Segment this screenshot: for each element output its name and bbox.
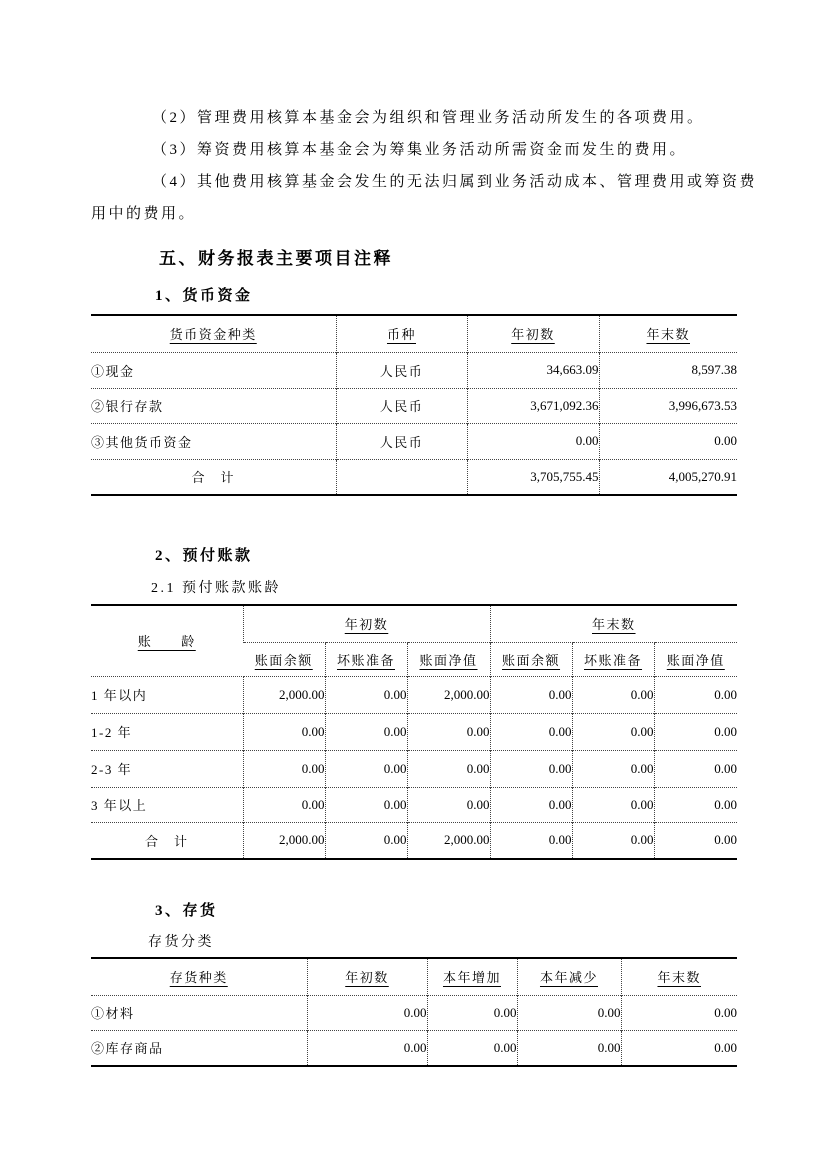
column-header-label: 存货种类 [169,970,228,986]
prepaid-aging-table [91,604,737,860]
inventory-table [91,957,737,1067]
table-cell: 0.00 [325,676,407,713]
paragraph-line: （3）筹资费用核算本基金会为筹集业务活动所需资金而发生的费用。 [152,142,688,158]
table-total-row [91,822,737,858]
total-label: 合 计 [91,459,336,494]
row-label: 1-2 年 [91,713,243,750]
column-header [599,316,737,352]
column-header-label: 账面净值 [419,652,478,668]
table-cell: 人民币 [336,423,467,459]
corner-header [91,606,243,676]
table-cell: 0.00 [572,787,654,822]
table-cell: 0.00 [572,676,654,713]
table-cell: 0.00 [407,713,490,750]
table-cell: 0.00 [407,787,490,822]
table-cell: 3,671,092.36 [467,388,599,423]
column-header [325,642,407,676]
table-cell: 0.00 [572,750,654,787]
column-header [427,959,517,995]
column-header [654,642,737,676]
table-cell: 0.00 [654,787,737,822]
column-header-label: 坏账准备 [336,652,395,668]
column-header [407,642,490,676]
row-label: ②库存商品 [91,1030,307,1065]
table-cell: 0.00 [654,676,737,713]
column-header [517,959,621,995]
table-cell: 2,000.00 [243,822,325,858]
group-header [490,606,737,642]
group-header-label: 年初数 [344,617,389,633]
column-header-label: 年初数 [511,327,555,343]
row-label: 1 年以内 [91,676,243,713]
table-cell: 0.00 [325,787,407,822]
prepaid-aging-table-grid [91,606,737,858]
table-cell: 0.00 [467,423,599,459]
column-header [91,316,336,352]
column-header [572,642,654,676]
table-cell: 0.00 [621,1030,737,1065]
column-header [490,642,572,676]
table-cell: 0.00 [243,787,325,822]
row-label: ②银行存款 [91,388,336,423]
table-cell: 0.00 [654,750,737,787]
column-header [467,316,599,352]
table-cell: 3,705,755.45 [467,459,599,494]
table-cell: 0.00 [490,713,572,750]
corner-header-label: 账 龄 [137,634,196,650]
column-header-label: 年初数 [345,970,389,986]
table-cell: 0.00 [307,995,427,1030]
monetary-funds-table [91,314,737,496]
table-cell: 0.00 [325,713,407,750]
table-cell: 0.00 [490,676,572,713]
column-header [336,316,467,352]
column-header-label: 坏账准备 [584,652,643,668]
paragraph-line: 用中的费用。 [91,206,197,222]
table-row [91,750,737,787]
column-header-label: 年末数 [646,327,690,343]
column-header-label: 本年增加 [442,970,501,986]
subsection-2-title: 2、预付账款 [155,548,253,564]
table-row [91,423,737,459]
table-cell: 0.00 [243,713,325,750]
table-header-row [91,316,737,352]
table-cell: 0.00 [517,995,621,1030]
column-header [243,642,325,676]
table-cell: 0.00 [490,750,572,787]
table-cell [336,459,467,494]
column-header-label: 本年减少 [539,970,598,986]
table-cell: 0.00 [325,822,407,858]
column-header-label: 货币资金种类 [169,327,257,343]
table-cell: 2,000.00 [243,676,325,713]
table-cell: 0.00 [599,423,737,459]
table-cell: 0.00 [307,1030,427,1065]
table-cell: 0.00 [427,1030,517,1065]
column-header-label: 币种 [386,327,416,343]
subsection-3-title: 3、存货 [155,903,218,919]
column-header-label: 年末数 [657,970,701,986]
inventory-table-grid [91,959,737,1065]
row-label: ③其他货币资金 [91,423,336,459]
table-cell: 0.00 [407,750,490,787]
column-header [91,959,307,995]
table-cell: 0.00 [517,1030,621,1065]
table-cell: 0.00 [654,713,737,750]
column-header-label: 账面净值 [666,652,725,668]
row-label: ①材料 [91,995,307,1030]
column-header [307,959,427,995]
table-header-row [91,959,737,995]
table-row [91,713,737,750]
table-cell: 人民币 [336,352,467,388]
table-cell: 0.00 [243,750,325,787]
table-row [91,676,737,713]
table-row [91,995,737,1030]
table-cell: 0.00 [325,750,407,787]
table-cell: 人民币 [336,388,467,423]
table-cell: 3,996,673.53 [599,388,737,423]
total-label: 合 计 [91,822,243,858]
row-label: 3 年以上 [91,787,243,822]
table-cell: 0.00 [490,822,572,858]
column-header [621,959,737,995]
group-header [243,606,490,642]
column-header-label: 账面余额 [502,652,561,668]
paragraph-line: （2）管理费用核算本基金会为组织和管理业务活动所发生的各项费用。 [152,110,705,126]
table-row [91,1030,737,1065]
table-cell: 4,005,270.91 [599,459,737,494]
subsection-2-subtitle: 2.1 预付账款账龄 [151,581,281,596]
section-title: 五、财务报表主要项目注释 [159,249,393,268]
row-label: ①现金 [91,352,336,388]
table-cell: 0.00 [427,995,517,1030]
intro-paragraphs [91,102,758,230]
table-cell: 8,597.38 [599,352,737,388]
subsection-1-title: 1、货币资金 [155,288,253,304]
table-cell: 2,000.00 [407,822,490,858]
table-total-row [91,459,737,494]
table-cell: 0.00 [621,995,737,1030]
table-cell: 2,000.00 [407,676,490,713]
group-header-label: 年末数 [592,617,636,633]
table-cell: 0.00 [572,822,654,858]
table-row [91,352,737,388]
paragraph-line: （4）其他费用核算基金会发生的无法归属到业务活动成本、管理费用或筹资费 [152,174,758,190]
table-cell: 0.00 [490,787,572,822]
subsection-3-subtitle: 存货分类 [148,935,214,950]
row-label: 2-3 年 [91,750,243,787]
table-row [91,388,737,423]
table-cell: 0.00 [572,713,654,750]
table-cell: 0.00 [654,822,737,858]
table-row [91,787,737,822]
column-header-label: 账面余额 [254,652,313,668]
monetary-funds-table-grid [91,316,737,494]
table-group-header-row [91,606,737,642]
table-cell: 34,663.09 [467,352,599,388]
